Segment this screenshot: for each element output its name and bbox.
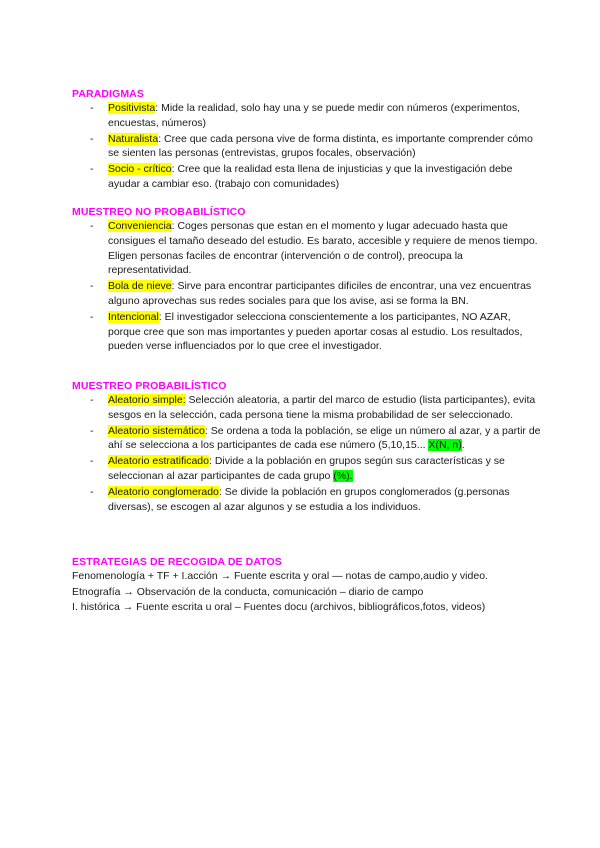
list-item: - Socio - crítico: Cree que la realidad esta llena de injusticias y que la investigación debe ayudar a cambiar eso. (trabajo con comunidades) — [90, 163, 513, 190]
item-text-end: . — [461, 439, 465, 452]
strategy-line: Etnografía → Observación de la conducta, comunicación – diario de campo — [72, 585, 424, 598]
term-highlight: Aleatorio sistemático — [108, 424, 205, 437]
term-highlight: Aleatorio estratificado — [108, 455, 209, 468]
term-highlight: Aleatorio simple: — [108, 394, 186, 406]
heading-muestreo-no-probabilistico: MUESTREO NO PROBABILÍSTICO — [72, 206, 246, 218]
list-probabilistico — [72, 393, 542, 515]
list-item: - Conveniencia: Coges personas que estan en el momento y lugar adecuado hasta que consigues el tamaño deseado del estudio. Es barato, accesible y requiere de menos tiempo. Eligen personas faciles de encontrar (intervención o de control), preocupa la representatividad. — [90, 220, 538, 277]
item-text: : Se divide la población en grupos conglomerados (g.personas diversas), se escogen al azar algunos y se estudia a los individuos. — [108, 485, 510, 513]
term-highlight: Bola de nieve — [108, 280, 172, 293]
formula-highlight: X(N, n) — [428, 439, 462, 452]
percent-highlight: (%). — [333, 469, 353, 482]
list-item: - Aleatorio conglomerado: Se divide la población en grupos conglomerados (g.personas diversas), se escogen al azar algunos y se estudia a los individuos. — [90, 485, 510, 513]
item-text: : Cree que la realidad esta llena de injusticias y que la investigación debe ayudar a cambiar eso. (trabajo con comunidades) — [108, 163, 513, 190]
item-text: : Se ordena a toda la población, se elige un número al azar, y a partir de ahí se selecciona a los participantes de cada ese número (5,10,15... — [108, 424, 541, 452]
item-text: : El investigador selecciona conscientemente a los participantes, NO AZAR, porque cree que son mas importantes y pueden aportar cosas al estudio. Los resultados, pueden verse influenciados por lo que cree el investigador. — [108, 310, 523, 353]
list-item: - Naturalista: Cree que cada persona vive de forma distinta, es importante comprender cómo se sienten las personas (entrevistas, grupos focales, observación) — [90, 132, 533, 160]
item-text: : Divide a la población en grupos según sus características y se seleccionan al azar participantes de cada grupo — [108, 455, 505, 482]
list-item: - Aleatorio simple: Selección aleatoria, a partir del marco de estudio (lista participantes), evita sesgos en la selección, cada persona tiene la misma probabilidad de ser seleccionado. — [90, 394, 536, 421]
term-highlight: Conveniencia — [108, 220, 172, 232]
item-text: Selección aleatoria, a partir del marco de estudio (lista participantes), evita sesgos en la selección, cada persona tiene la misma probabilidad de ser seleccionado. — [108, 394, 536, 421]
term-highlight: Naturalista — [108, 132, 159, 145]
list-item: - Positivista: Mide la realidad, solo hay una y se puede medir con números (experimentos, encuestas, números) — [90, 102, 521, 129]
list-item: - Intencional: El investigador selecciona conscientemente a los participantes, NO AZAR, porque cree que son mas importantes y pueden aportar cosas al estudio. Los resultados, pueden verse influenciados por lo que cree el investigador. — [90, 310, 523, 353]
list-item: - Bola de nieve: Sirve para encontrar participantes dificiles de encontrar, una vez encuentras alguno aprovechas sus redes sociales para que los avise, asi se forma la BN. — [90, 280, 532, 307]
term-highlight: Intencional — [108, 310, 159, 323]
term-highlight: Socio - crítico — [108, 163, 172, 176]
list-no-probabilistico — [72, 219, 542, 355]
item-text: : Coges personas que estan en el momento y lugar adecuado hasta que consigues el tamaño deseado del estudio. Es barato, accesible y requiere de menos tiempo. Eligen personas faciles de encontrar (intervención o de control), preocupa la representatividad. — [108, 220, 538, 277]
list-item: - Aleatorio estratificado: Divide a la población en grupos según sus características y se seleccionan al azar participantes de cada grupo (%). — [90, 455, 505, 482]
term-highlight: Positivista — [108, 102, 156, 114]
strategy-line: I. histórica → Fuente escrita u oral – Fuentes docu (archivos, bibliográficos,fotos, videos) — [72, 601, 486, 613]
item-text: : Cree que cada persona vive de forma distinta, es importante comprender cómo se sienten las personas (entrevistas, grupos focales, observación) — [108, 132, 533, 160]
strategy-line: Fenomenología + TF + I.acción → Fuente escrita y oral — notas de campo,audio y video. — [72, 570, 488, 582]
item-text: : Mide la realidad, solo hay una y se puede medir con números (experimentos, encuestas, números) — [108, 102, 521, 129]
list-item: - Aleatorio sistemático: Se ordena a toda la población, se elige un número al azar, y a partir de ahí se selecciona a los participantes de cada ese número (5,10,15... X(N, n). — [90, 424, 541, 452]
estrategias-lines — [72, 569, 542, 616]
term-highlight: Aleatorio conglomerado — [108, 485, 219, 498]
item-text: : Sirve para encontrar participantes dificiles de encontrar, una vez encuentras alguno aprovechas sus redes sociales para que los avise, asi se forma la BN. — [108, 280, 532, 307]
list-paradigmas — [72, 101, 542, 193]
heading-muestreo-probabilistico: MUESTREO PROBABILÍSTICO — [72, 380, 227, 392]
heading-estrategias: ESTRATEGIAS DE RECOGIDA DE DATOS — [72, 556, 282, 568]
heading-paradigmas: PARADIGMAS — [72, 88, 144, 100]
